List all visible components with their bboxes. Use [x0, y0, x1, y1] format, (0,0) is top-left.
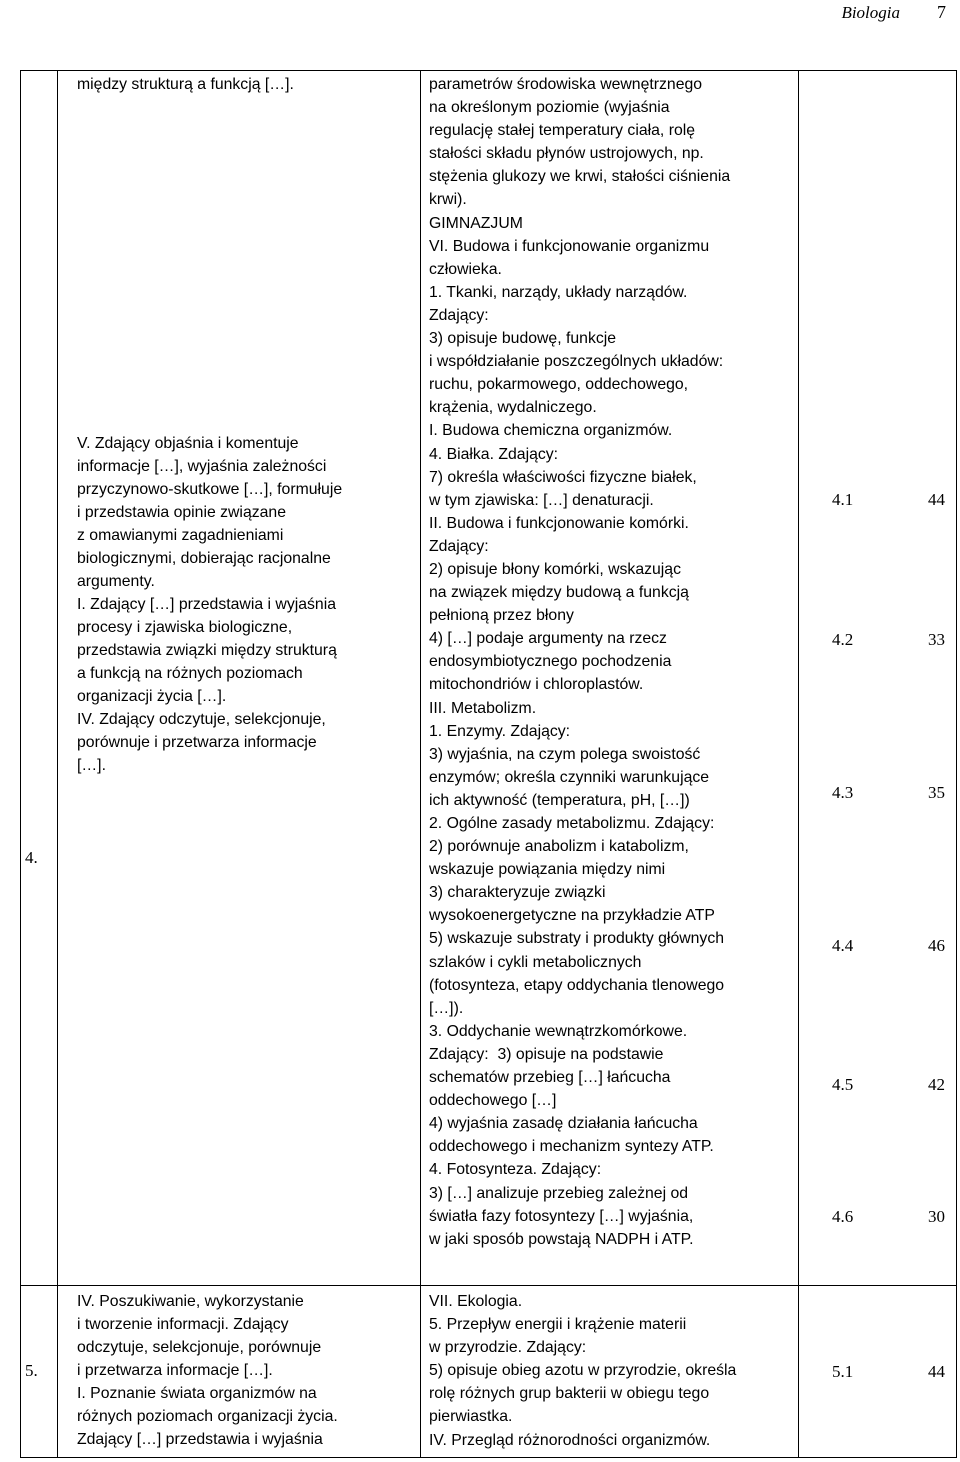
score-entry: [815, 630, 945, 652]
requirements-cell: między strukturą a funkcją […].: [77, 76, 294, 93]
row-number: 5.: [25, 1361, 38, 1380]
task-points: 44: [928, 1362, 945, 1381]
score-entry: [815, 1207, 945, 1229]
task-points: 35: [928, 783, 945, 802]
curriculum-cell: VII. Ekologia. 5. Przepływ energii i krążenie materii w przyrodzie. Zdający: 5) opisuje obieg azotu w przyrodzie, określa rolę różnych grup bakterii w obiegu tego pierwiastka. IV. Przegląd różnorodności organizmów.: [429, 1293, 737, 1449]
score-entry: [815, 783, 945, 805]
task-code: 4.5: [832, 1075, 854, 1094]
table-divider-2: [420, 70, 421, 1458]
table-border-right: [956, 70, 957, 1458]
score-entry: [815, 1362, 945, 1384]
task-points: 44: [928, 490, 945, 509]
task-points: 30: [928, 1207, 945, 1226]
row-separator: [20, 1285, 957, 1286]
task-code: 4.3: [832, 783, 854, 802]
table-divider-1: [57, 70, 58, 1458]
score-entry: [815, 490, 945, 512]
header-subject: Biologia: [841, 3, 900, 22]
score-entry: [815, 936, 945, 958]
task-points: 42: [928, 1075, 945, 1094]
row-number: 4.: [25, 848, 38, 867]
task-code: 5.1: [832, 1362, 854, 1381]
task-points: 33: [928, 630, 945, 649]
task-code: 4.4: [832, 936, 854, 955]
task-code: 4.6: [832, 1207, 854, 1226]
task-code: 4.2: [832, 630, 854, 649]
answer-key-table: [20, 70, 957, 1458]
curriculum-cell: parametrów środowiska wewnętrznego na określonym poziomie (wyjaśnia regulację stałej temperatury ciała, rolę stałości składu płynów ustrojowych, np. stężenia glukozy we krwi, stałości ciśnienia krwi). GIMNAZJUM VI. Budowa i funkcjonowanie organizmu człowieka. 1. Tkanki, narządy, układy narządów. Zdający: 3) opisuje budowę, funkcje i współdziałanie poszczególnych układów: ruchu, pokarmowego, oddechowego, krążenia, wydalniczego. I. Budowa chemiczna organizmów. 4. Białka. Zdający: 7) określa właściwości fizyczne białek, w tym zjawiska: […] denaturacji. II. Budowa i funkcjonowanie komórki. Zdający: 2) opisuje błony komórki, wskazując na związek między budową a funkcją pełnioną przez błony 4) […] podaje argumenty na rzecz endosymbiotycznego pochodzenia mitochondriów i chloroplastów. III. Metabolizm. 1. Enzymy. Zdający: 3) wyjaśnia, na czym polega swoistość enzymów; określa czynniki warunkujące ich aktywność (temperatura, pH, […]) 2. Ogólne zasady metabolizmu. Zdający: 2) porównuje anabolizm i katabolizm, wskazuje powiązania między nimi 3) charakteryzuje związki wysokoenergetyczne na przykładzie ATP 5) wskazuje substraty i produkty głównych szlaków i cykli metabolicznych (fotosynteza, etapy oddychania tlenowego […]). 3. Oddychanie wewnątrzkomórkowe. Zdający: 3) opisuje na podstawie schematów przebieg […] łańcucha oddechowego […] 4) wyjaśnia zasadę działania łańcucha oddechowego i mechanizm syntezy ATP. 4. Fotosynteza. Zdający: 3) […] analizuje przebieg zależnej od światła fazy fotosyntezy […] wyjaśnia, w jaki sposób powstają NADPH i ATP.: [429, 76, 731, 1248]
table-border-bottom: [20, 1457, 957, 1458]
task-code: 4.1: [832, 490, 854, 509]
table-border-left: [20, 70, 21, 1458]
requirements-cell: IV. Poszukiwanie, wykorzystanie i tworzenie informacji. Zdający odczytuje, selekcjonuje, porównuje i przetwarza informacje […]. I. Poznanie świata organizmów na różnych poziomach organizacji życia. Zdający […] przedstawia i wyjaśnia: [77, 1293, 338, 1448]
page-header: [0, 0, 960, 26]
table-border-top: [20, 70, 957, 71]
page-number: 7: [937, 2, 946, 22]
task-points: 46: [928, 936, 945, 955]
score-entry: [815, 1075, 945, 1097]
requirements-cell: V. Zdający objaśnia i komentuje informacje […], wyjaśnia zależności przyczynowo-skutkowe […], formułuje i przedstawia opinie związane z omawianymi zagadnieniami biologicznymi, dobierając racjonalne argumenty. I. Zdający […] przedstawia i wyjaśnia procesy i zjawiska biologiczne, przedstawia związki między strukturą a funkcją na różnych poziomach organizacji życia […]. IV. Zdający odczytuje, selekcjonuje, porównuje i przetwarza informacje […].: [77, 435, 343, 774]
